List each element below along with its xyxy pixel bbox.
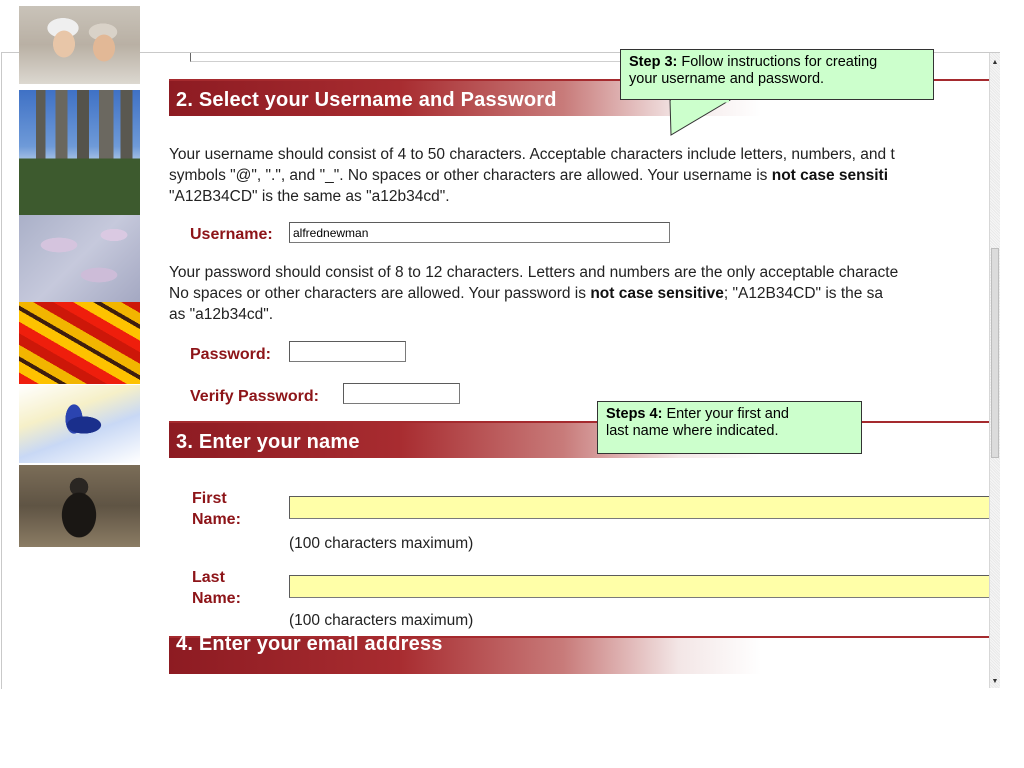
scroll-down-arrow-icon[interactable]: ▼ [991,678,999,685]
first-name-input[interactable] [289,496,991,519]
elderly-couple-photo [19,6,140,84]
section-header-email [169,633,991,674]
username-rules: Your username should consist of 4 to 50 characters. Acceptable characters include letters, numbers, and t symbols "@", ".", and "_". No spaces or other characters are allowed. Your username is not case sensiti "A12B34CD" is the same as "a12b34cd". [169,146,895,205]
username-input[interactable] [289,222,670,243]
username-label: Username: [190,226,273,243]
verify-password-label: Verify Password: [190,388,319,405]
step4-callout: Steps 4: Enter your first and last name where indicated. [597,401,862,454]
section-header-name [169,421,991,458]
first-name-hint: (100 characters maximum) [289,535,474,552]
section-title: 4. Enter your email address [176,633,443,655]
cells-photo [19,215,140,302]
password-rules: Your password should consist of 8 to 12 characters. Letters and numbers are the only acceptable characte No spaces or other characters are allowed. Your password is not case sensitive; "A12B34CD" is the sa as "a12b34cd". [169,264,899,323]
section-title: 2. Select your Username and Password [176,89,557,111]
pills-photo [19,302,140,384]
last-name-label: Last Name: [192,569,241,607]
last-name-hint: (100 characters maximum) [289,612,474,629]
gorilla-photo [19,465,140,547]
password-label: Password: [190,346,271,363]
last-name-input[interactable] [289,575,991,598]
step3-callout: Step 3: Follow instructions for creating your username and password. [620,49,934,100]
partial-form-element [190,53,631,62]
vertical-scrollbar[interactable] [989,53,1000,688]
butterfly-photo [19,385,140,463]
scroll-up-arrow-icon[interactable]: ▲ [991,59,999,66]
page-margin [0,689,1024,768]
first-name-label: First Name: [192,490,241,528]
verify-password-input[interactable] [343,383,460,404]
stonehenge-photo [19,90,140,215]
step3-callout-pointer [665,95,775,140]
section-title: 3. Enter your name [176,431,360,453]
scrollbar-thumb[interactable] [991,248,999,458]
password-input[interactable] [289,341,406,362]
